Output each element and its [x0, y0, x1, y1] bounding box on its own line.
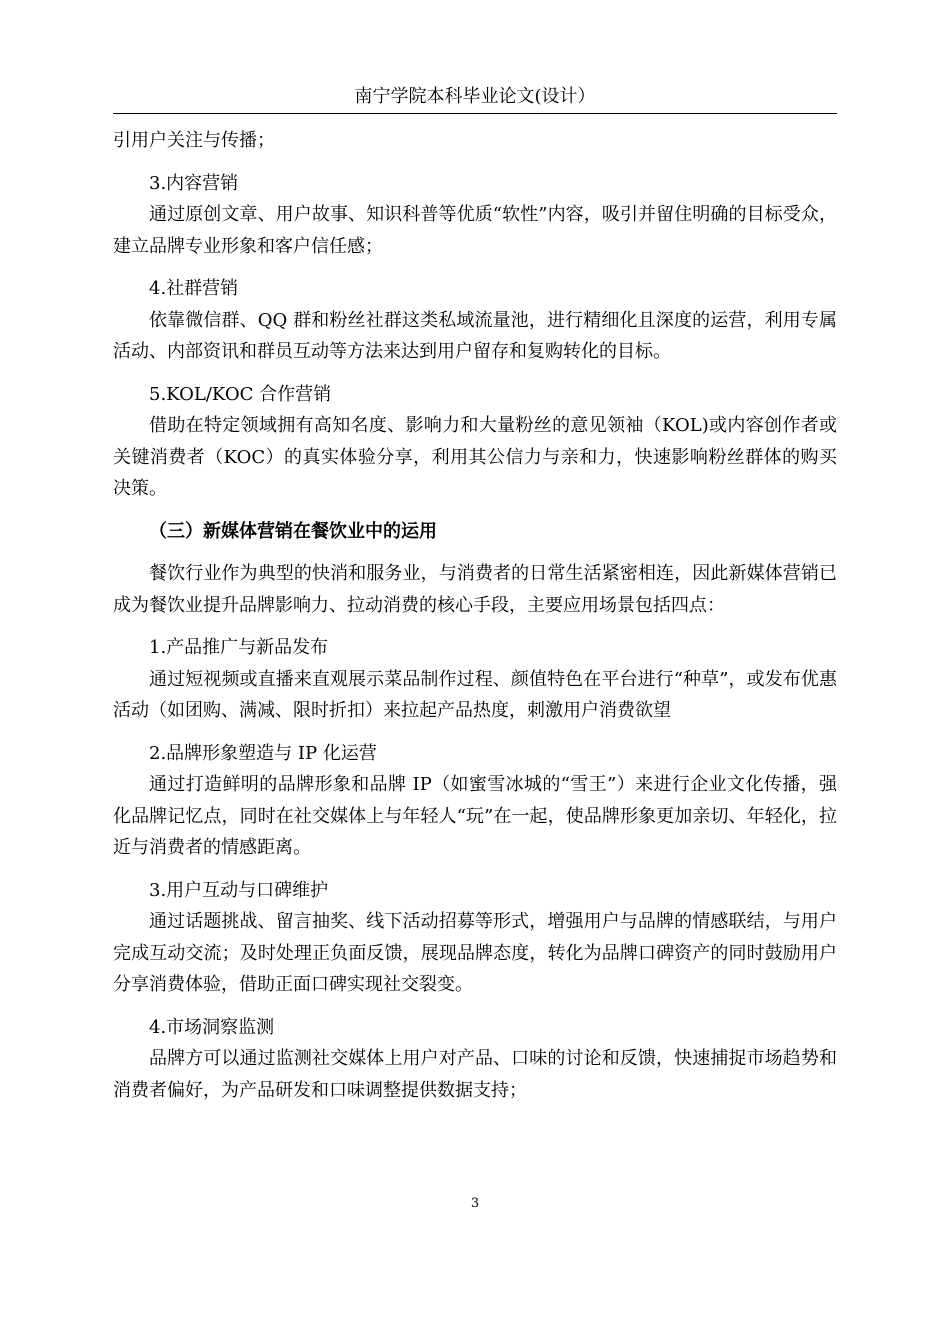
page-number: 3 [470, 1196, 480, 1211]
paragraph-continuation: 引用户关注与传播； [113, 130, 275, 151]
section-heading: （三）新媒体营销在餐饮业中的运用 [149, 520, 437, 542]
item-heading-market-insight: 4.市场洞察监测 [149, 1016, 275, 1038]
paragraph-user-interaction: 通过话题挑战、留言抽奖、线下活动招募等形式，增强用户与品牌的情感联结，与用户完成互动交流；及时处理正负面反馈，展现品牌态度，转化为品牌口碑资产的同时鼓励用户分享消费体验，借助正面口碑实现社交裂变。 [113, 911, 837, 995]
paragraph-community-marketing: 依靠微信群、QQ 群和粉丝社群这类私域流量池，进行精细化且深度的运营，利用专属活动、内部资讯和群员互动等方法来达到用户留存和复购转化的目标。 [113, 309, 837, 362]
item-heading-content-marketing: 3.内容营销 [149, 172, 239, 194]
paragraph-market-insight: 品牌方可以通过监测社交媒体上用户对产品、口味的讨论和反馈，快速捕捉市场趋势和消费者偏好，为产品研发和口味调整提供数据支持； [113, 1048, 837, 1101]
item-heading-user-interaction: 3.用户互动与口碑维护 [149, 879, 329, 901]
item-heading-community-marketing: 4.社群营销 [149, 278, 239, 299]
header-divider [113, 113, 837, 114]
item-heading-brand-ip: 2.品牌形象塑造与 IP 化运营 [149, 742, 377, 764]
running-header: 南宁学院本科毕业论文(设计） [354, 86, 596, 107]
paragraph-brand-ip: 通过打造鲜明的品牌形象和品牌 IP（如蜜雪冰城的“雪王”）来进行企业文化传播，强化品牌记忆点，同时在社交媒体上与年轻人“玩”在一起，使品牌形象更加亲切、年轻化，拉近与消费者的情感距离。 [113, 774, 837, 858]
document-body [113, 125, 837, 1106]
item-heading-kol-koc-marketing: 5.KOL/KOC 合作营销 [149, 383, 332, 405]
paragraph-content-marketing: 通过原创文章、用户故事、知识科普等优质“软性”内容，吸引并留住明确的目标受众，建立品牌专业形象和客户信任感； [113, 204, 837, 257]
paragraph-section-intro: 餐饮行业作为典型的快消和服务业，与消费者的日常生活紧密相连，因此新媒体营销已成为餐饮业提升品牌影响力、拉动消费的核心手段，主要应用场景包括四点： [113, 563, 837, 616]
paragraph-product-promotion: 通过短视频或直播来直观展示菜品制作过程、颜值特色在平台进行“种草”，或发布优惠活动（如团购、满减、限时折扣）来拉起产品热度，刺激用户消费欲望 [113, 668, 837, 721]
item-heading-product-promotion: 1.产品推广与新品发布 [149, 637, 329, 658]
paragraph-kol-koc-marketing: 借助在特定领域拥有高知名度、影响力和大量粉丝的意见领袖（KOL)或内容创作者或关键消费者（KOC）的真实体验分享，利用其公信力与亲和力，快速影响粉丝群体的购买决策。 [113, 415, 837, 499]
